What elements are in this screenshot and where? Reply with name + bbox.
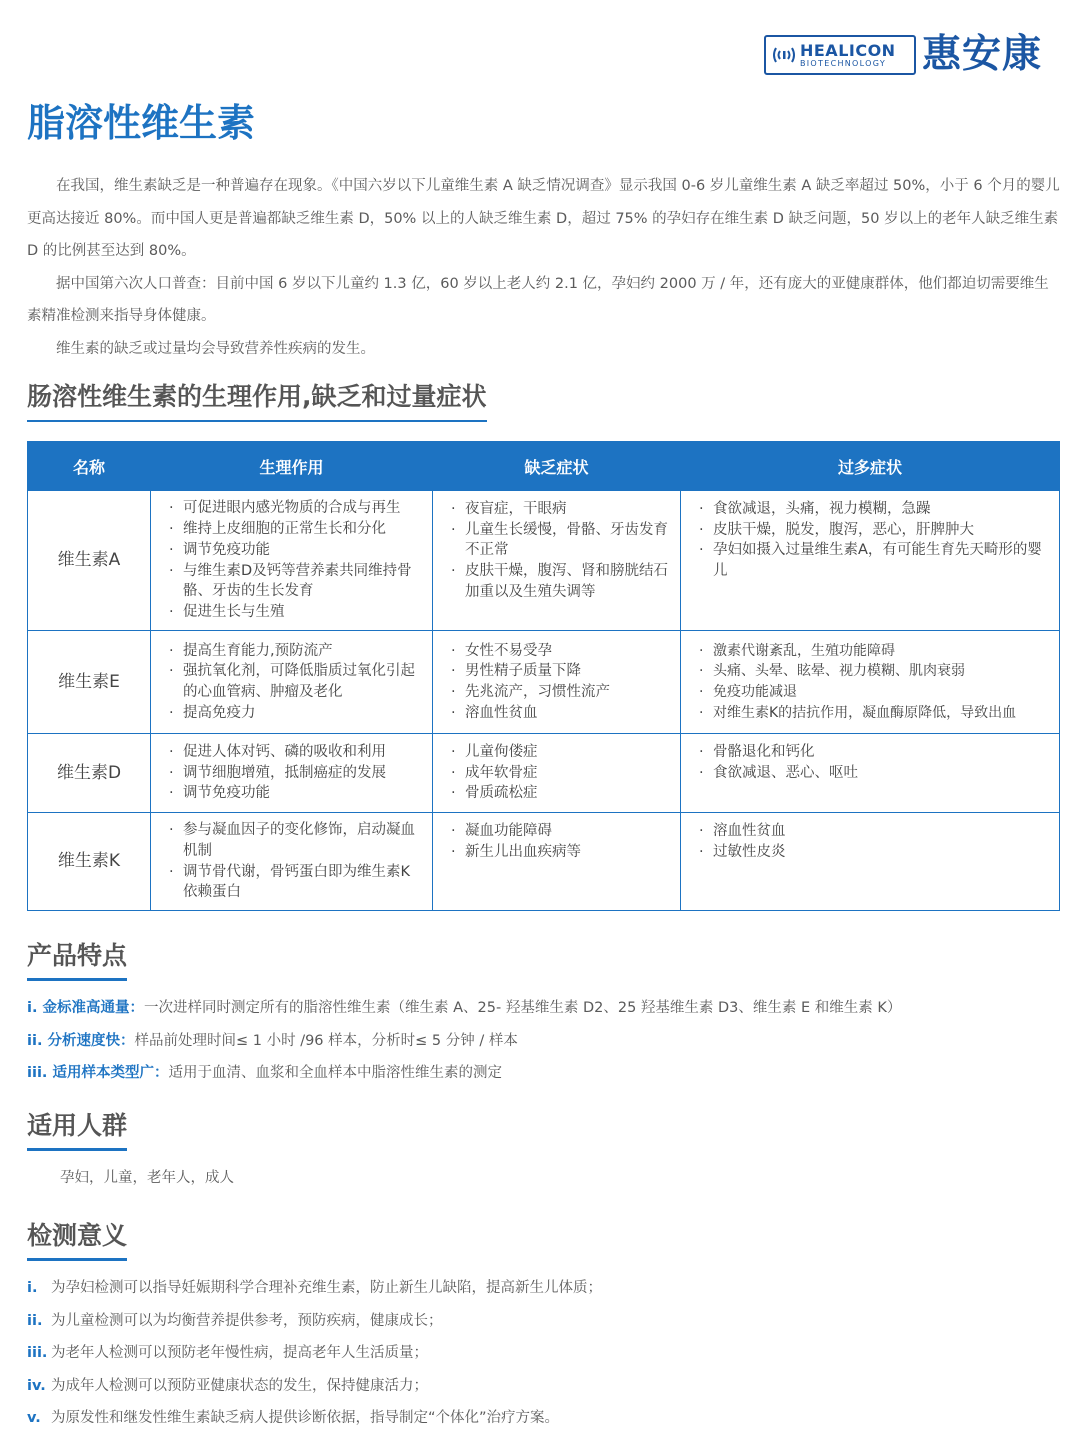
column-header-name: 名称 — [28, 442, 151, 491]
list-item: · 提高生育能力,预防流产 — [169, 641, 422, 662]
item-text: 为儿童检测可以为均衡营养提供参考，预防疾病，健康成长； — [51, 1312, 443, 1329]
page-title: 脂溶性维生素 — [27, 101, 256, 145]
column-header-excess: 过多症状 — [681, 442, 1060, 491]
sound-wave-icon — [772, 42, 796, 68]
vitamin-name: 维生素E — [28, 631, 151, 734]
list-item: · 夜盲症，干眼病 — [451, 499, 670, 520]
function-cell — [151, 491, 433, 631]
deficiency-cell — [433, 491, 681, 631]
list-item: · 溶血性贫血 — [451, 703, 670, 724]
feature-label: ii. 分析速度快： — [27, 1032, 135, 1049]
function-cell — [151, 813, 433, 911]
list-item: · 与维生素D及钙等营养素共同维持骨骼、牙齿的生长发育 — [169, 561, 422, 602]
item-number: ii. — [27, 1312, 43, 1329]
list-item: · 先兆流产，习惯性流产 — [451, 682, 670, 703]
item-number: i. — [27, 1280, 38, 1296]
list-item: · 女性不易受孕 — [451, 641, 670, 662]
deficiency-cell — [433, 631, 681, 734]
excess-cell — [681, 491, 1060, 631]
vitamin-name: 维生素D — [28, 734, 151, 813]
list-item: · 成年软骨症 — [451, 763, 670, 784]
population-heading: 适用人群 — [27, 1107, 127, 1151]
list-item: · 男性精子质量下降 — [451, 661, 670, 682]
significance-list — [27, 1272, 1067, 1435]
list-item: · 促进生长与生殖 — [169, 602, 422, 623]
item-text: 为成年人检测可以预防亚健康状态的发生，保持健康活力； — [51, 1377, 428, 1394]
list-item: · 参与凝血因子的变化修饰，启动凝血机制 — [169, 820, 422, 861]
features-heading: 产品特点 — [27, 937, 127, 981]
list-item: · 皮肤干燥，腹泻、肾和膀胱结石加重以及生殖失调等 — [451, 561, 670, 602]
list-item: · 促进人体对钙、磷的吸收和利用 — [169, 742, 422, 763]
list-item: · 激素代谢紊乱，生殖功能障碍 — [699, 641, 1049, 662]
list-item: · 皮肤干燥，脱发，腹泻，恶心，肝脾肿大 — [699, 520, 1049, 541]
feature-text: 一次进样同时测定所有的脂溶性维生素（维生素 A、25- 羟基维生素 D2、25 羟基维生素 D3、维生素 E 和维生素 K） — [144, 1000, 902, 1016]
feature-item — [27, 1025, 1067, 1058]
significance-item — [27, 1370, 1067, 1403]
intro-paragraph: 维生素的缺乏或过量均会导致营养性疾病的发生。 — [56, 340, 375, 357]
list-item: · 提高免疫力 — [169, 703, 422, 724]
vitamin-table — [27, 441, 1060, 911]
list-item: · 儿童生长缓慢，骨骼、牙齿发育不正常 — [451, 520, 670, 561]
table-row — [28, 813, 1060, 911]
list-item: · 骨骼退化和钙化 — [699, 742, 1049, 763]
list-item: · 调节骨代谢，骨钙蛋白即为维生素K依赖蛋白 — [169, 862, 422, 903]
table-header-row — [28, 442, 1060, 491]
brand-subtitle: BIOTECHNOLOGY — [799, 59, 887, 68]
list-item: · 孕妇如摄入过量维生素A，有可能生育先天畸形的婴儿 — [699, 540, 1049, 581]
significance-item — [27, 1337, 1067, 1370]
list-item: · 头痛、头晕、眩晕、视力模糊、肌肉衰弱 — [699, 661, 1049, 682]
feature-label: i. 金标准高通量： — [27, 1000, 145, 1016]
feature-text: 样品前处理时间≤ 1 小时 /96 样本，分析时≤ 5 分钟 / 样本 — [134, 1032, 518, 1049]
list-item: · 免疫功能减退 — [699, 682, 1049, 703]
list-item: · 调节免疫功能 — [169, 540, 422, 561]
table-row — [28, 734, 1060, 813]
deficiency-cell — [433, 813, 681, 911]
features-list — [27, 992, 1067, 1090]
significance-heading: 检测意义 — [27, 1217, 127, 1261]
column-header-function: 生理作用 — [151, 442, 433, 491]
list-item: · 新生儿出血疾病等 — [451, 842, 670, 863]
item-text: 为老年人检测可以预防老年慢性病，提高老年人生活质量； — [51, 1345, 428, 1361]
significance-item — [27, 1402, 1067, 1435]
item-number: iv. — [27, 1377, 46, 1394]
brand-name-cn: 惠安康 — [921, 32, 1042, 77]
feature-text: 适用于血清、血浆和全血样本中脂溶性维生素的测定 — [168, 1065, 502, 1081]
vitamin-name: 维生素K — [28, 813, 151, 911]
list-item: · 过敏性皮炎 — [699, 842, 1049, 863]
feature-item — [27, 1057, 1067, 1090]
table-row — [28, 491, 1060, 631]
list-item: · 骨质疏松症 — [451, 783, 670, 804]
list-item: · 凝血功能障碍 — [451, 821, 670, 842]
function-cell — [151, 734, 433, 813]
list-item: · 调节细胞增殖，抵制癌症的发展 — [169, 763, 422, 784]
intro-paragraph: 在我国，维生素缺乏是一种普遍存在现象。《中国六岁以下儿童维生素 A 缺乏情况调查》显示我国 0-6 岁儿童维生素 A 缺乏率超过 50%，小于 6 个月的婴儿更高达接近 80%。而中国人更是普遍都缺乏维生素 D，50% 以上的人缺乏维生素 D，超过 75% 的孕妇存在维生素 D 缺乏问题，50 岁以上的老年人缺乏维生素 D 的比例甚至达到 80%。 — [27, 178, 1060, 259]
population-text: 孕妇，儿童，老年人，成人 — [60, 1170, 234, 1186]
item-text: 为孕妇检测可以指导妊娠期科学合理补充维生素，防止新生儿缺陷，提高新生儿体质； — [51, 1280, 602, 1296]
feature-label: iii. 适用样本类型广： — [27, 1065, 169, 1081]
vitamin-name: 维生素A — [28, 491, 151, 631]
excess-cell — [681, 734, 1060, 813]
table-row — [28, 631, 1060, 734]
list-item: · 对维生素K的拮抗作用，凝血酶原降低，导致出血 — [699, 703, 1049, 724]
list-item: · 儿童佝偻症 — [451, 742, 670, 763]
logo-badge — [764, 35, 916, 75]
intro-text — [27, 170, 1060, 365]
intro-paragraph: 据中国第六次人口普查：目前中国 6 岁以下儿童约 1.3 亿，60 岁以上老人约 2.1 亿，孕妇约 2000 万 / 年，还有庞大的亚健康群体，他们都迫切需要维生素精准检测来指导身体健康。 — [27, 275, 1049, 324]
list-item: · 强抗氧化剂，可降低脂质过氧化引起的心血管病、肿瘤及老化 — [169, 661, 422, 702]
function-cell — [151, 631, 433, 734]
excess-cell — [681, 813, 1060, 911]
excess-cell — [681, 631, 1060, 734]
item-number: iii. — [27, 1345, 48, 1361]
list-item: · 维持上皮细胞的正常生长和分化 — [169, 519, 422, 540]
deficiency-cell — [433, 734, 681, 813]
significance-item — [27, 1272, 1067, 1305]
list-item: · 可促进眼内感光物质的合成与再生 — [169, 498, 422, 519]
item-number: v. — [27, 1410, 41, 1426]
item-text: 为原发性和继发性维生素缺乏病人提供诊断依据，指导制定“个体化”治疗方案。 — [51, 1410, 560, 1426]
list-item: · 食欲减退、恶心、呕吐 — [699, 763, 1049, 784]
list-item: · 食欲减退，头痛，视力模糊，急躁 — [699, 499, 1049, 520]
feature-item — [27, 992, 1067, 1025]
brand-logo — [764, 33, 1042, 77]
list-item: · 调节免疫功能 — [169, 783, 422, 804]
significance-item — [27, 1305, 1067, 1338]
table-section-heading: 肠溶性维生素的生理作用,缺乏和过量症状 — [27, 378, 487, 422]
brand-name-en: HEALICON — [799, 41, 896, 60]
column-header-deficiency: 缺乏症状 — [433, 442, 681, 491]
list-item: · 溶血性贫血 — [699, 821, 1049, 842]
